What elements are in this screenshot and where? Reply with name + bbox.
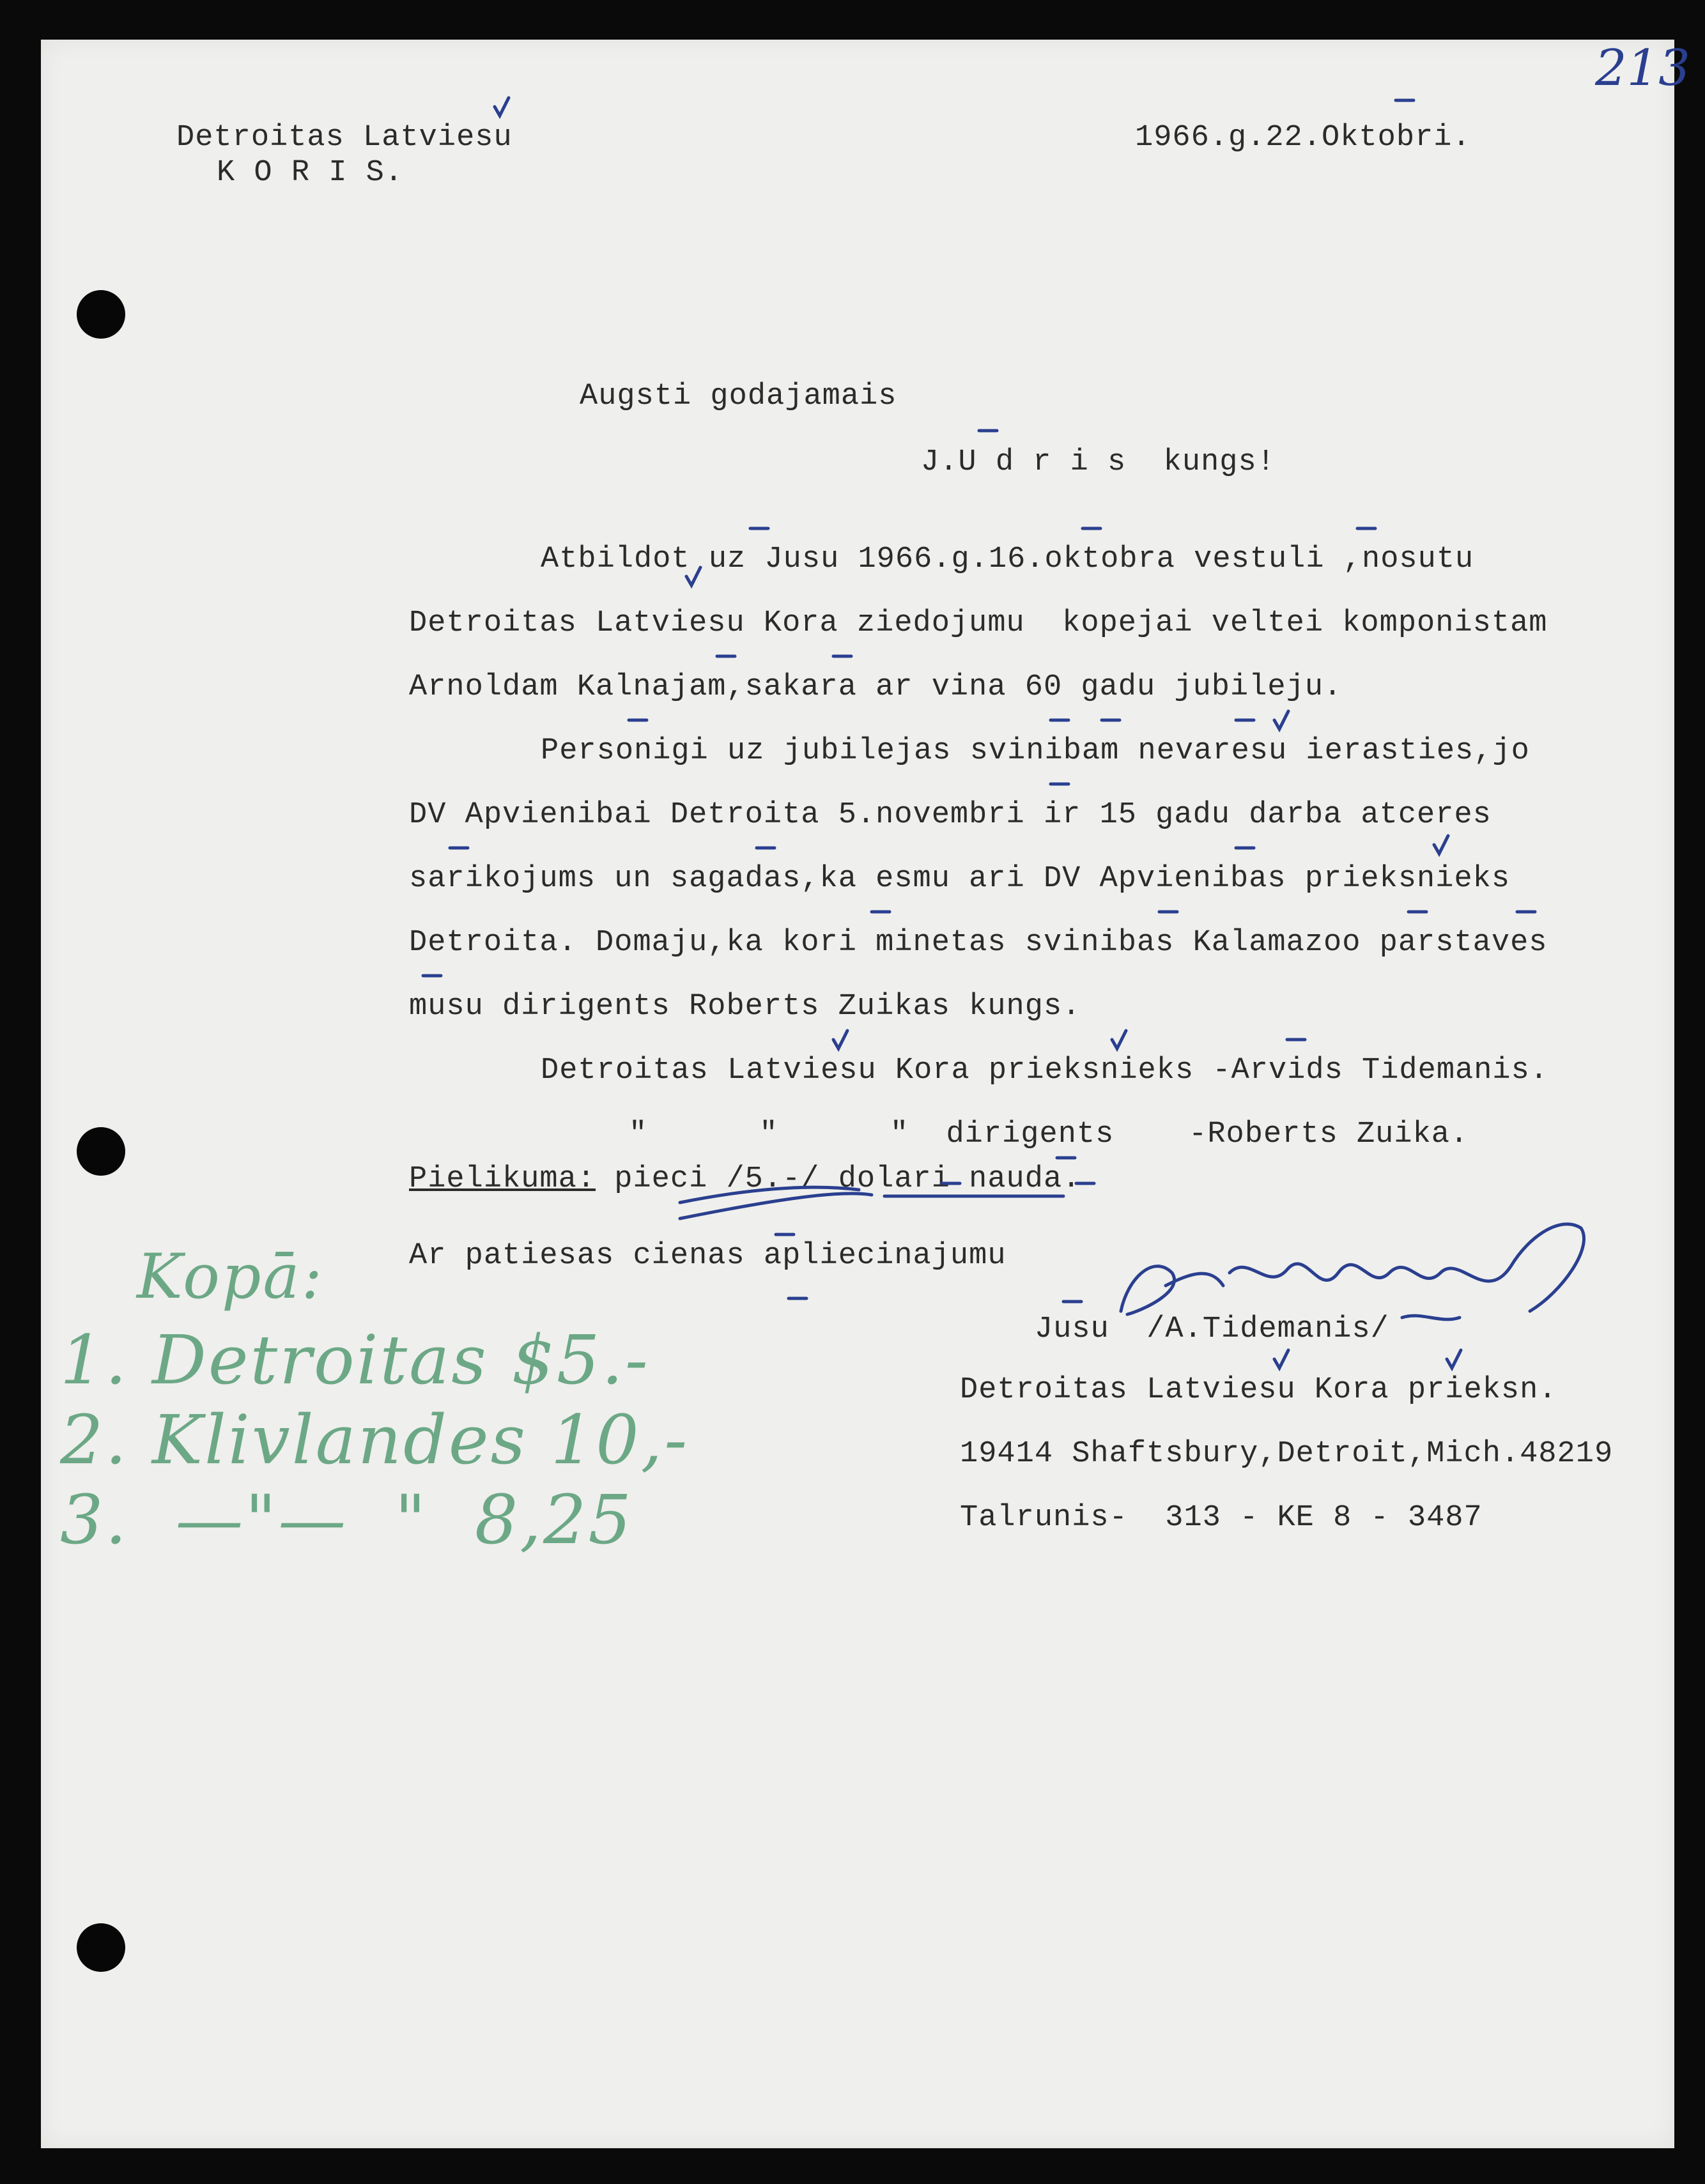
body-line: Detroita. Domaju,ka kori minetas svinibas Kalamazoo parstaves (409, 926, 1548, 960)
letter-page (41, 40, 1690, 2148)
body-line: Atbildot uz Jusu 1966.g.16.oktobra vestuli ,nosutu (541, 542, 1474, 576)
enclosure-label: Pielikuma: (409, 1162, 596, 1196)
handwritten-note: 2. Klivlandes 10,- (60, 1401, 690, 1479)
org-name: Detroitas Latviesu (176, 121, 513, 155)
body-line: Personigi uz jubilejas svinibam nevaresu ierasties,jo (541, 734, 1530, 768)
handwritten-note: 1. Detroitas $5.- (60, 1321, 650, 1399)
page-number: 213 (1595, 40, 1690, 97)
body-line: musu dirigents Roberts Zuikas kungs. (409, 990, 1081, 1024)
signature-title: Detroitas Latviesu Kora prieksn. (960, 1373, 1557, 1407)
salutation-greeting: Augsti godajamais (580, 380, 897, 413)
body-line-signatories: Detroitas Latviesu Kora prieksnieks -Arvids Tidemanis. (541, 1054, 1549, 1088)
org-subtitle: K O R I S. (217, 156, 404, 190)
enclosure-text: pieci /5.-/ dolari nauda. (596, 1162, 1081, 1196)
letter-date: 1966.g.22.Oktobri. (1135, 121, 1471, 155)
handwritten-note: 3. —"— " 8,25 (60, 1480, 633, 1559)
handwritten-signature (1121, 1224, 1584, 1319)
ink-marks (41, 40, 1674, 2148)
body-line: sarikojums un sagadas,ka esmu ari DV Apvienibas prieksnieks (409, 862, 1511, 896)
signature-phone: Talrunis- 313 - KE 8 - 3487 (960, 1501, 1483, 1535)
handwritten-note: Kopā: (137, 1241, 324, 1312)
body-line: Arnoldam Kalnajam,sakara ar vina 60 gadu jubileju. (409, 670, 1343, 704)
body-line: Detroitas Latviesu Kora ziedojumu kopejai veltei komponistam (409, 606, 1548, 640)
body-line: DV Apvienibai Detroita 5.novembri ir 15 gadu darba atceres (409, 798, 1492, 832)
closing-line: Ar patiesas cienas apliecinajumu (409, 1239, 1007, 1273)
body-line-ditto: " " " dirigents -Roberts Zuika. (629, 1118, 1469, 1151)
signature-address: 19414 Shaftsbury,Detroit,Mich.48219 (960, 1437, 1614, 1471)
salutation-recipient: J.U d r i s kungs! (921, 445, 1276, 479)
signature-yours: Jusu /A.Tidemanis/ (1035, 1312, 1389, 1346)
